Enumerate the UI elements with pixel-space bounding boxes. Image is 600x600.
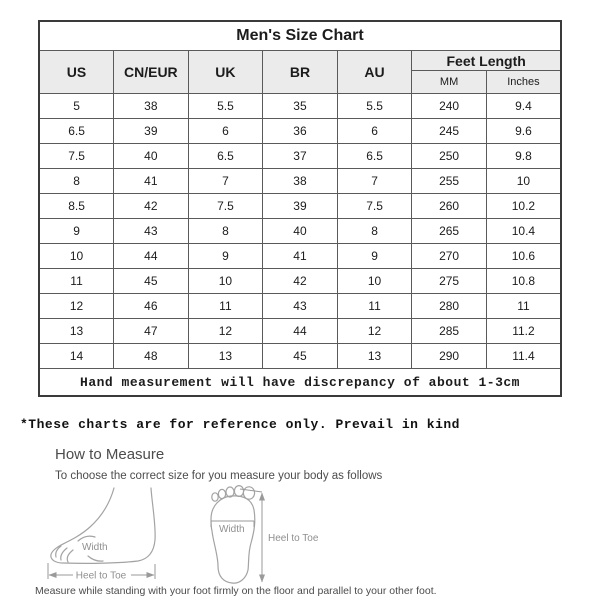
size-cell: 11 [337, 294, 412, 319]
size-cell: 10 [337, 269, 412, 294]
reference-disclaimer: *These charts are for reference only. Prevail in kind [20, 417, 460, 432]
size-table-body [39, 94, 561, 369]
size-cell: 10.4 [486, 219, 561, 244]
size-cell: 9 [188, 244, 263, 269]
size-cell: 37 [263, 144, 338, 169]
size-cell: 245 [412, 119, 487, 144]
size-cell: 290 [412, 344, 487, 369]
size-cell: 240 [412, 94, 487, 119]
size-cell: 13 [188, 344, 263, 369]
how-to-measure-subheading: To choose the correct size for you measure your body as follows [55, 470, 383, 482]
size-cell: 9 [39, 219, 114, 244]
size-cell: 42 [263, 269, 338, 294]
size-cell: 11 [486, 294, 561, 319]
size-row [39, 169, 561, 194]
size-cell: 11.2 [486, 319, 561, 344]
size-cell: 41 [263, 244, 338, 269]
size-cell: 46 [114, 294, 189, 319]
size-cell: 9.4 [486, 94, 561, 119]
title-row [39, 21, 561, 51]
size-cell: 5 [39, 94, 114, 119]
sole-width-label: Width [219, 524, 245, 535]
size-row [39, 194, 561, 219]
size-cell: 265 [412, 219, 487, 244]
size-cell: 10.2 [486, 194, 561, 219]
size-cell: 10 [486, 169, 561, 194]
size-cell: 10 [39, 244, 114, 269]
size-cell: 42 [114, 194, 189, 219]
size-cell: 35 [263, 94, 338, 119]
size-cell: 36 [263, 119, 338, 144]
size-cell: 11 [188, 294, 263, 319]
size-cell: 12 [337, 319, 412, 344]
size-cell: 39 [114, 119, 189, 144]
size-cell: 270 [412, 244, 487, 269]
size-cell: 7.5 [39, 144, 114, 169]
size-cell: 7 [188, 169, 263, 194]
how-to-measure-heading: How to Measure [55, 446, 165, 463]
size-cell: 255 [412, 169, 487, 194]
size-cell: 8 [188, 219, 263, 244]
size-cell: 43 [114, 219, 189, 244]
size-cell: 11 [39, 269, 114, 294]
side-heel-to-toe-label: Heel to Toe [75, 570, 127, 582]
column-header-uk: UK [188, 51, 263, 94]
size-cell: 280 [412, 294, 487, 319]
size-cell: 8.5 [39, 194, 114, 219]
size-cell: 9.8 [486, 144, 561, 169]
size-cell: 250 [412, 144, 487, 169]
sole-heel-to-toe-label: Heel to Toe [268, 533, 319, 544]
size-row [39, 294, 561, 319]
measurement-diagram [30, 486, 340, 586]
size-cell: 14 [39, 344, 114, 369]
size-row [39, 319, 561, 344]
size-cell: 285 [412, 319, 487, 344]
column-header-br: BR [263, 51, 338, 94]
column-header-cn-eur: CN/EUR [114, 51, 189, 94]
size-cell: 40 [114, 144, 189, 169]
size-row [39, 244, 561, 269]
column-header-us: US [39, 51, 114, 94]
size-cell: 6.5 [39, 119, 114, 144]
size-cell: 43 [263, 294, 338, 319]
size-cell: 6 [337, 119, 412, 144]
size-cell: 10.8 [486, 269, 561, 294]
size-cell: 39 [263, 194, 338, 219]
size-cell: 45 [114, 269, 189, 294]
size-cell: 38 [263, 169, 338, 194]
table-title: Men's Size Chart [39, 21, 561, 51]
size-cell: 9.6 [486, 119, 561, 144]
foot-sole-view-icon [211, 486, 319, 584]
size-cell: 6 [188, 119, 263, 144]
size-row [39, 144, 561, 169]
column-header-inches: Inches [486, 71, 561, 94]
mens-size-chart-table [38, 20, 562, 397]
size-cell: 9 [337, 244, 412, 269]
size-cell: 260 [412, 194, 487, 219]
size-cell: 7.5 [337, 194, 412, 219]
size-cell: 38 [114, 94, 189, 119]
size-cell: 11.4 [486, 344, 561, 369]
size-cell: 7 [337, 169, 412, 194]
column-header-feet-length: Feet Length [412, 51, 561, 71]
size-cell: 6.5 [188, 144, 263, 169]
size-cell: 6.5 [337, 144, 412, 169]
size-cell: 10 [188, 269, 263, 294]
size-cell: 5.5 [188, 94, 263, 119]
size-cell: 47 [114, 319, 189, 344]
size-cell: 48 [114, 344, 189, 369]
column-header-au: AU [337, 51, 412, 94]
size-cell: 40 [263, 219, 338, 244]
size-row [39, 94, 561, 119]
column-header-mm: MM [412, 71, 487, 94]
table-footnote: Hand measurement will have discrepancy of about 1-3cm [39, 369, 561, 397]
size-cell: 12 [188, 319, 263, 344]
size-cell: 13 [39, 319, 114, 344]
size-cell: 7.5 [188, 194, 263, 219]
size-cell: 10.6 [486, 244, 561, 269]
side-width-label: Width [82, 542, 108, 553]
size-cell: 45 [263, 344, 338, 369]
size-cell: 41 [114, 169, 189, 194]
size-cell: 12 [39, 294, 114, 319]
size-row [39, 269, 561, 294]
size-cell: 44 [114, 244, 189, 269]
size-cell: 5.5 [337, 94, 412, 119]
size-cell: 275 [412, 269, 487, 294]
size-cell: 8 [39, 169, 114, 194]
size-row [39, 219, 561, 244]
foot-side-view-icon [48, 488, 155, 582]
size-cell: 8 [337, 219, 412, 244]
measure-caption: Measure while standing with your foot firmly on the floor and parallel to your other foot. [35, 585, 437, 597]
size-row [39, 344, 561, 369]
size-cell: 13 [337, 344, 412, 369]
size-cell: 44 [263, 319, 338, 344]
size-row [39, 119, 561, 144]
header-row-main [39, 51, 561, 71]
footnote-row [39, 369, 561, 397]
